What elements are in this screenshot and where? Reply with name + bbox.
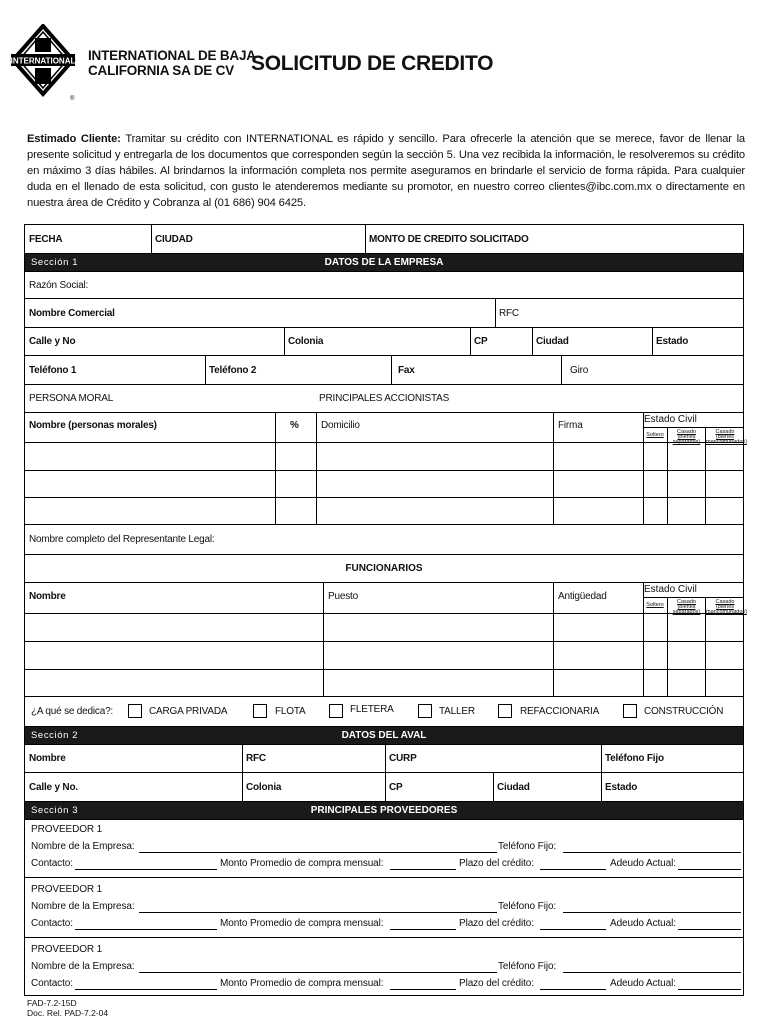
monto-promedio-label: Monto Promedio de compra mensual: xyxy=(220,858,384,869)
adeudo-input[interactable] xyxy=(678,989,741,990)
footer xyxy=(27,998,108,1018)
section-1-header xyxy=(25,254,743,272)
plazo-label: Plazo del crédito: xyxy=(459,978,534,989)
construccion-checkbox[interactable] xyxy=(623,704,637,718)
proveedor-title: PROVEEDOR 1 xyxy=(31,944,103,955)
adeudo-input[interactable] xyxy=(678,929,741,930)
telefono-fijo-label: Teléfono Fijo: xyxy=(498,841,557,852)
credit-form xyxy=(24,224,747,996)
proveedor-block xyxy=(25,878,743,938)
funcionarios-col-antiguedad: Antigüedad xyxy=(558,591,607,602)
persona-moral-row xyxy=(25,385,743,413)
carga-privada-label: CARGA PRIVADA xyxy=(149,706,228,717)
ec-soltero-f: Soltero xyxy=(646,602,664,608)
top-row xyxy=(25,225,743,254)
monto-field[interactable]: MONTO DE CREDITO SOLICITADO xyxy=(369,233,529,245)
plazo-label: Plazo del crédito: xyxy=(459,858,534,869)
contacto-label: Contacto: xyxy=(31,978,73,989)
telefono-fijo-label: Teléfono Fijo: xyxy=(498,961,557,972)
section-1-label: Sección 1 xyxy=(31,257,79,268)
plazo-label: Plazo del crédito: xyxy=(459,918,534,929)
accionistas-col-nombre: Nombre (personas morales) xyxy=(29,420,157,431)
adeudo-label: Adeudo Actual: xyxy=(610,858,676,869)
aval-cp-field[interactable]: CP xyxy=(389,781,403,793)
flota-checkbox[interactable] xyxy=(253,704,267,718)
telefono-2-field[interactable]: Teléfono 2 xyxy=(209,364,257,376)
logo-wordmark: INTERNATIONAL xyxy=(10,56,76,66)
ec-casado-separados: Casado (bienes separados) xyxy=(672,429,701,445)
funcionarios-header xyxy=(25,555,743,583)
company-name xyxy=(88,48,256,78)
fecha-field[interactable]: FECHA xyxy=(29,233,63,245)
telefono-fijo-input[interactable] xyxy=(563,912,741,913)
ciudad-empresa-field[interactable]: Ciudad xyxy=(536,336,569,347)
plazo-input[interactable] xyxy=(540,929,606,930)
aval-colonia-field[interactable]: Colonia xyxy=(246,781,282,793)
funcionarios-table xyxy=(25,583,747,697)
razon-social-field[interactable]: Razón Social: xyxy=(29,279,89,291)
telefono-1-field[interactable]: Teléfono 1 xyxy=(29,364,77,376)
plazo-input[interactable] xyxy=(540,869,606,870)
page-title: SOLICITUD DE CREDITO xyxy=(251,52,494,75)
taller-checkbox[interactable] xyxy=(418,704,432,718)
refaccionaria-label: REFACCIONARIA xyxy=(520,706,600,717)
accionistas-estado-civil: Estado Civil xyxy=(644,414,697,425)
calle-field[interactable]: Calle y No xyxy=(29,336,76,347)
estado-field[interactable]: Estado xyxy=(656,336,689,347)
aval-estado-field[interactable]: Estado xyxy=(605,781,638,793)
ec-soltero: Soltero xyxy=(646,432,664,438)
nombre-comercial-field[interactable]: Nombre Comercial xyxy=(29,307,115,319)
section-2-title: DATOS DEL AVAL xyxy=(341,730,427,741)
footer-code: FAD-7.2-15D xyxy=(27,998,77,1008)
monto-promedio-input[interactable] xyxy=(390,989,456,990)
section-3-header xyxy=(25,802,743,820)
aval-curp-field[interactable]: CURP xyxy=(389,753,417,764)
taller-label: TALLER xyxy=(439,706,475,717)
company-line-2: CALIFORNIA SA DE CV xyxy=(88,63,234,78)
contacto-input[interactable] xyxy=(75,929,217,930)
funcionarios-col-puesto: Puesto xyxy=(328,591,358,602)
funcionarios-title: FUNCIONARIOS xyxy=(345,563,423,574)
ec-casado-mancomunados: Casado (bienes mancomunados) xyxy=(706,429,747,445)
fax-field[interactable]: Fax xyxy=(398,364,415,376)
aval-row-2 xyxy=(25,773,743,802)
rfc-field[interactable]: RFC xyxy=(499,307,519,319)
aval-telefono-field[interactable]: Teléfono Fijo xyxy=(605,753,664,764)
monto-promedio-label: Monto Promedio de compra mensual: xyxy=(220,978,384,989)
construccion-label: CONSTRUCCIÓN xyxy=(644,706,724,717)
nombre-comercial-row xyxy=(25,299,743,328)
colonia-field[interactable]: Colonia xyxy=(288,336,324,347)
adeudo-label: Adeudo Actual: xyxy=(610,918,676,929)
intro-text: Tramitar su crédito con INTERNATIONAL es rápido y sencillo. Para ofrecerle la atención que se merece, favor de llenar la presente solicitud y entregarla de los documentos que corresponden según la sección 5. Una vez recibida la información, le resolveremos su crédito en máximo 3 días hábiles. Al brindarnos la información completa nos permite aseguramos en brindarle el servicio de forma rápida. Para cualquier duda en el llenado de esta solicitud, con gusto le atenderemos mediante su promotor, en nuestro correo clientes@ibc.com.mx o directamente en nuestra área de Crédito y Cobranza al (01 686) 904 6425. xyxy=(27,133,745,209)
aval-calle-field[interactable]: Calle y No. xyxy=(29,781,78,793)
proveedor-title: PROVEEDOR 1 xyxy=(31,824,103,835)
fletera-checkbox[interactable] xyxy=(329,704,343,718)
svg-text:®: ® xyxy=(70,96,75,102)
nombre-empresa-label: Nombre de la Empresa: xyxy=(31,841,135,852)
international-logo xyxy=(10,24,76,102)
contacto-label: Contacto: xyxy=(31,918,73,929)
contacto-input[interactable] xyxy=(75,869,217,870)
monto-promedio-label: Monto Promedio de compra mensual: xyxy=(220,918,384,929)
section-2-label: Sección 2 xyxy=(31,730,79,741)
cp-field[interactable]: CP xyxy=(474,336,488,347)
accionistas-label: PRINCIPALES ACCIONISTAS xyxy=(319,393,450,404)
ec-casado-mancomunados-f: Casado (bienes mancomunados) xyxy=(706,599,747,615)
nombre-empresa-label: Nombre de la Empresa: xyxy=(31,901,135,912)
adeudo-label: Adeudo Actual: xyxy=(610,978,676,989)
monto-promedio-input[interactable] xyxy=(390,929,456,930)
aval-ciudad-field[interactable]: Ciudad xyxy=(497,781,530,793)
aval-rfc-field[interactable]: RFC xyxy=(246,753,266,764)
nombre-empresa-label: Nombre de la Empresa: xyxy=(31,961,135,972)
telefono-fijo-input[interactable] xyxy=(563,972,741,973)
contacto-label: Contacto: xyxy=(31,858,73,869)
ciudad-field[interactable]: CIUDAD xyxy=(155,233,193,245)
company-line-1: INTERNATIONAL DE BAJA xyxy=(88,48,256,63)
carga-privada-checkbox[interactable] xyxy=(128,704,142,718)
section-2-header xyxy=(25,727,743,745)
fletera-label: FLETERA xyxy=(350,704,394,715)
footer-ref: Doc. Rel. PAD-7.2-04 xyxy=(27,1008,109,1018)
proveedor-title: PROVEEDOR 1 xyxy=(31,884,103,895)
razon-social-row xyxy=(25,272,743,299)
dedica-row xyxy=(25,697,743,727)
section-3-title: PRINCIPALES PROVEEDORES xyxy=(310,805,458,816)
dedica-label: ¿A qué se dedica?: xyxy=(31,706,114,717)
refaccionaria-checkbox[interactable] xyxy=(498,704,512,718)
ec-casado-separados-f: Casado (bienes separados) xyxy=(672,599,701,615)
giro-field[interactable]: Giro xyxy=(570,364,589,376)
plazo-input[interactable] xyxy=(540,989,606,990)
telefono-fijo-label: Teléfono Fijo: xyxy=(498,901,557,912)
accionistas-col-domicilio: Domicilio xyxy=(321,420,360,431)
nombre-empresa-input[interactable] xyxy=(139,852,497,853)
adeudo-input[interactable] xyxy=(678,869,741,870)
proveedor-block xyxy=(25,938,743,995)
nombre-empresa-input[interactable] xyxy=(139,972,497,973)
nombre-empresa-input[interactable] xyxy=(139,912,497,913)
accionistas-table xyxy=(25,413,747,525)
direccion-row xyxy=(25,328,743,356)
funcionarios-estado-civil: Estado Civil xyxy=(644,584,697,595)
telefono-fijo-input[interactable] xyxy=(563,852,741,853)
intro-paragraph xyxy=(27,131,745,211)
proveedor-block xyxy=(25,820,743,878)
accionistas-col-firma: Firma xyxy=(558,420,583,431)
aval-row-1 xyxy=(25,745,743,773)
contacto-input[interactable] xyxy=(75,989,217,990)
representante-row xyxy=(25,525,743,555)
section-3-label: Sección 3 xyxy=(31,805,79,816)
flota-label: FLOTA xyxy=(275,706,306,717)
monto-promedio-input[interactable] xyxy=(390,869,456,870)
accionistas-col-pct: % xyxy=(290,420,299,431)
aval-nombre-field[interactable]: Nombre xyxy=(29,753,66,764)
intro-label: Estimado Cliente: xyxy=(27,133,121,145)
persona-moral-label: PERSONA MORAL xyxy=(29,393,114,404)
representante-field[interactable]: Nombre completo del Representante Legal: xyxy=(29,534,215,545)
section-1-title: DATOS DE LA EMPRESA xyxy=(324,257,444,268)
telefono-row xyxy=(25,356,743,385)
funcionarios-col-nombre: Nombre xyxy=(29,591,66,602)
